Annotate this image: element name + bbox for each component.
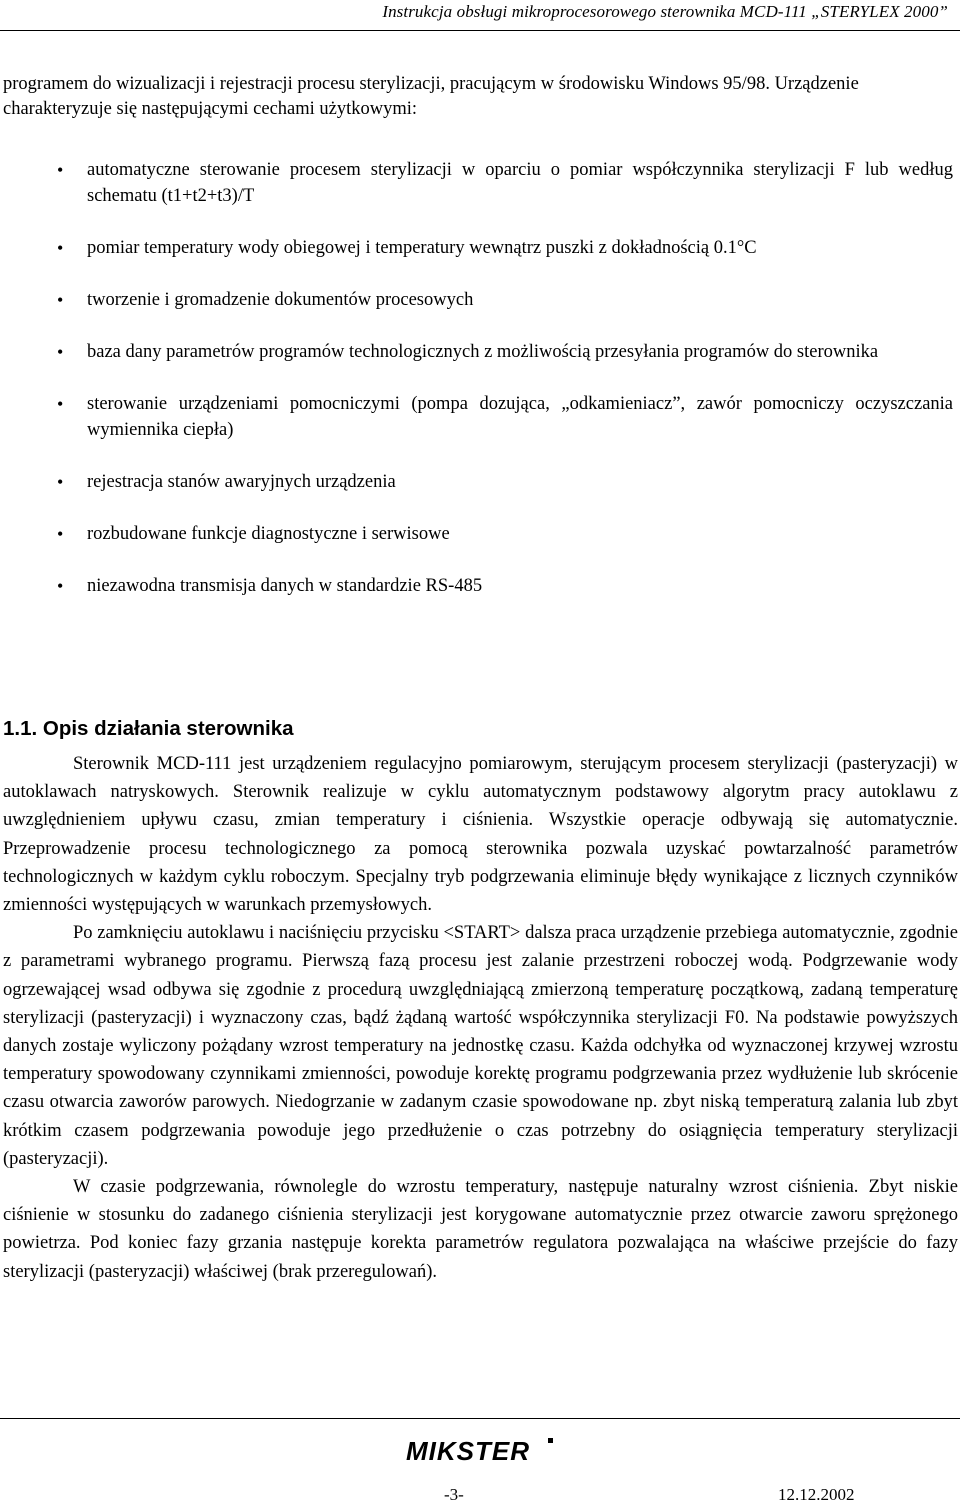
feature-text: rejestracja stanów awaryjnych urządzenia: [87, 472, 396, 492]
page-number: -3-: [444, 1485, 464, 1504]
footer-divider: [0, 1418, 960, 1419]
list-item: [0, 521, 953, 547]
document-title: Instrukcja obsługi mikroprocesorowego sterownika MCD-111 „STERYLEX 2000”: [382, 2, 948, 21]
bullet-icon: •: [57, 238, 64, 258]
feature-text: automatyczne sterowanie procesem sterylizacji w oparciu o pomiar współczynnika sterylizacji F lub według schematu (t1+t2+t3)/T: [87, 160, 953, 206]
feature-text: pomiar temperatury wody obiegowej i temperatury wewnątrz puszki z dokładnością 0.1°C: [87, 238, 757, 258]
page-header: [0, 0, 960, 32]
feature-list: [0, 157, 960, 599]
feature-text: niezawodna transmisja danych w standardzie RS-485: [87, 576, 483, 596]
feature-text: tworzenie i gromadzenie dokumentów procesowych: [87, 290, 474, 310]
body-paragraph: Po zamknięciu autoklawu i naciśnięciu przycisku <START> dalsza praca urządzenie przebiega automatycznie, zgodnie z parametrami wybranego programu. Pierwszą fazą procesu jest zalanie przestrzeni roboczej wodą. Podgrzewanie wody ogrzewającej wsad odbywa się zgodnie z procedurą uwzględniającą zmierzoną temperaturę początkową, zadaną temperaturę sterylizacji (pasteryzacji) i wyznaczony czas, bądź żądaną wartość współczynnika sterylizacji F0. Na podstawie powyższych danych zostaje wyliczony pożądany wzrost temperatury na jednostkę czasu. Każda odchyłka od wyznaczonej krzywej wzrostu temperatury spowodowany czynnikami zmienności, powoduje korektę programu podgrzewania przez wydłużenie lub skrócenie czasu otwarcia zaworów parowych. Niedogrzanie w zadanym czasie spowodowane np. zbyt niską temperaturą zalania lub zbyt krótkim czasem podgrzewania powoduje jego przedłużenie o czas potrzebny do osiągnięcia temperatury sterylizacji (pasteryzacji).: [3, 923, 958, 1169]
feature-text: rozbudowane funkcje diagnostyczne i serwisowe: [87, 524, 450, 544]
document-date: 12.12.2002: [778, 1485, 855, 1504]
bullet-icon: •: [57, 342, 64, 362]
body-paragraph: W czasie podgrzewania, równolegle do wzrostu temperatury, następuje naturalny wzrost ciśnienia. Zbyt niskie ciśnienie w stosunku do zadanego ciśnienia sterylizacji jest korygowane automatycznie przez otwarcie zaworu sprężonego powietrza. Pod koniec fazy grzania następuje korekta parametrów regulatora pozwalająca na właściwe przejście do fazy sterylizacji (pasteryzacji) właściwej (brak przeregulowań).: [3, 1177, 958, 1282]
list-item: [0, 157, 953, 209]
list-item: [0, 235, 953, 261]
bullet-icon: •: [57, 524, 64, 544]
list-item: [0, 573, 953, 599]
bullet-icon: •: [57, 394, 64, 414]
mikster-logo: [404, 1436, 556, 1464]
feature-text: sterowanie urządzeniami pomocniczymi (pompa dozująca, „odkamieniacz”, zawór pomocniczy oczyszczania wymiennika ciepła): [87, 394, 953, 440]
header-divider: [0, 30, 960, 31]
logo-text: MIKSTER: [406, 1436, 530, 1464]
section-body: [3, 750, 958, 1286]
bullet-icon: •: [57, 290, 64, 310]
bullet-icon: •: [57, 472, 64, 492]
list-item: [0, 339, 953, 365]
intro-paragraph: programem do wizualizacji i rejestracji procesu sterylizacji, pracującym w środowisku Windows 95/98. Urządzenie charakteryzuje się następującymi cechami użytkowymi:: [3, 74, 859, 119]
body-paragraph: Sterownik MCD-111 jest urządzeniem regulacyjno pomiarowym, sterującym procesem sterylizacji (pasteryzacji) w autoklawach natryskowych. Sterownik realizuje w cyklu automatycznym podstawowy algorytm pracy autoklawu z uwzględnieniem upływu czasu, zmian temperatury i ciśnienia. Wszystkie operacje odbywają się automatycznie. Przeprowadzenie procesu technologicznego za pomocą sterownika pozwala uzyskać powtarzalność parametrów technologicznych w każdym cyklu roboczym. Specjalny tryb podgrzewania eliminuje błędy wynikające z licznych czynników zmienności występujących w warunkach przemysłowych.: [3, 754, 958, 916]
bullet-icon: •: [57, 160, 64, 180]
bullet-icon: •: [57, 576, 64, 596]
feature-text: baza dany parametrów programów technologicznych z możliwością przesyłania programów do sterownika: [87, 342, 879, 362]
section-heading: 1.1. Opis działania sterownika: [3, 717, 294, 740]
list-item: [0, 391, 953, 443]
list-item: [0, 469, 953, 495]
list-item: [0, 287, 953, 313]
